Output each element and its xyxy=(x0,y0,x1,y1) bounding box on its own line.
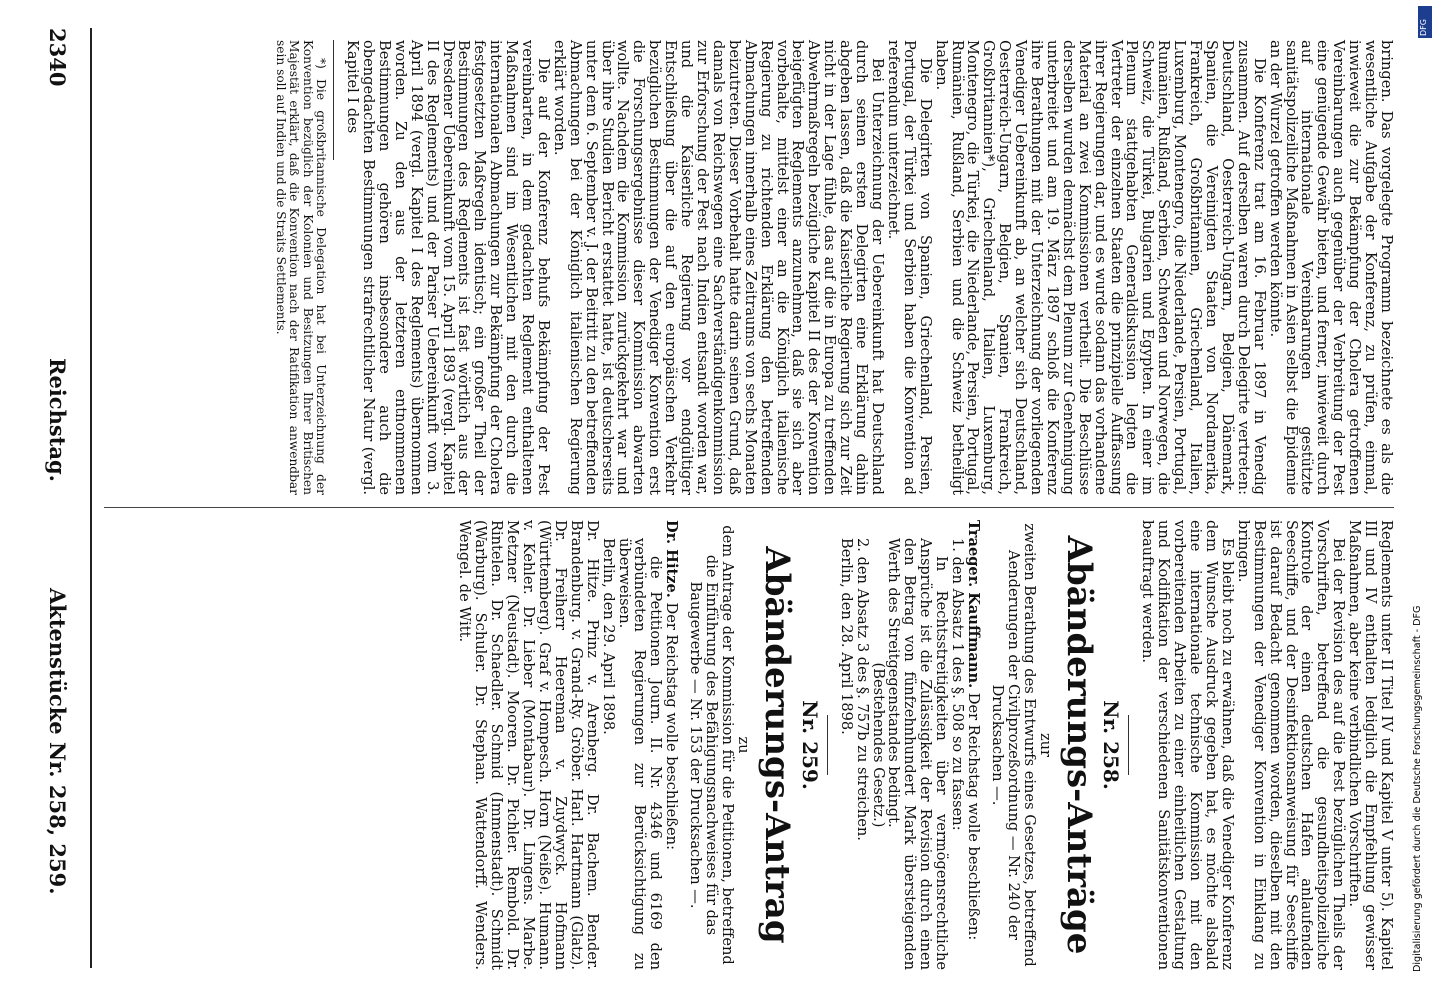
page-header xyxy=(40,28,70,958)
paragraph: Reglements unter II Titel IV und Kapitel V unter 5). Kapitel III und IV enthalten lediglich die Empfehlung gewisser Maßnahmen, aber keine verbindlichen Vorschriften. xyxy=(1346,520,1395,970)
doc-signatories: Dr. Hitze. Prinz v. Arenberg. Dr. Bachem. Bender. Brandenburg. v. Grand-Ry. Gröber. Harl. Hartmann (Glatz). Dr. Freiherr Heereman v. Zuydwyck. Hofmann (Württemberg). Graf v. Hompesch. Horn (Neiße). Humann. v. Kehler. Dr. Lieber (Montabaur). Dr. Lingens. Marbe. Metzner (Neustadt). Mooren. Dr. Pichler. Rembold. Dr. Rintelen. Dr. Schaedler. Schmid (Immenstadt). Schmidt (Warburg). Schuler. Dr. Stephan. Wattendorff. Wenders. Wengel. de Witt. xyxy=(456,520,601,970)
section-separator xyxy=(1129,715,1130,775)
column-divider xyxy=(104,507,1394,508)
doc-date: Berlin, den 28. April 1898. xyxy=(837,538,855,735)
header-rule xyxy=(90,28,92,968)
paragraph: Es bleibt noch zu erwähnen, daß die Venediger Konferenz dem Wunsche Ausdruck gegeben hat, es möchte alsbald eine internationale technische Kommission mit den vorbereitenden Arbeiten zu einer einheitlichen Gestaltung und Kodifikation der verschiedenen Sanitätskonventionen beauftragt werden. xyxy=(1139,520,1236,970)
column-left xyxy=(104,40,1394,495)
doc-zur: zur xyxy=(1036,732,1054,758)
digitization-credit xyxy=(1412,12,1428,972)
doc-zu: zu xyxy=(734,736,752,754)
doc-intro: Der Reichstag wolle beschließen: xyxy=(663,602,681,850)
doc-item-2: 2. den Absatz 3 des §. 757b zu streichen. xyxy=(853,538,871,841)
doc-number: Nr. 258. xyxy=(1099,700,1124,790)
paragraph: Die Delegirten von Spanien, Griechenland, Persien, Portugal, der Türkei und Serbien haben die Konvention ad referendum unterzeichnet. xyxy=(884,40,934,495)
doc-title: Abänderungs-Anträge xyxy=(1058,535,1099,955)
header-right: Aktenstücke Nr. 258, 259. xyxy=(45,588,70,895)
dfg-logo xyxy=(1418,6,1432,38)
document-258 xyxy=(837,520,1124,970)
doc-title: Abänderungs-Antrag xyxy=(756,546,797,944)
doc-subject: zweiten Berathung des Entwurfs eines Gesetzes, betreffend Aenderungen der Civilprozeßordnung — Nr. 240 der Drucksachen —. xyxy=(988,523,1038,967)
doc-subject: dem Antrage der Kommission für die Petitionen, betreffend die Einführung des Befähigungsnachweises für das Baugewerbe — Nr. 153 der Drucksachen —. xyxy=(687,525,736,965)
paragraph: Die Konferenz trat am 16. Februar 1897 in Venedig zusammen. Auf derselben waren durch Delegirte vertreten: Deutschland, Oesterreich-Ungarn, Belgien, Dänemark, Spanien, die Vereinigten Staaten von Nordamerika, Frankreich, Großbritannien, Griechenland, Italien, Luxemburg, Montenegro, die Niederlande, Persien, Portugal, Rumänien, Rußland, Serbien, Schweden und Norwegen, die Schweiz, die Türkei, Bulgarien und Egypten. In einer im Plenum stattgehabten Generaldiskussion legten die Vertreter der einzelnen Staaten die prinzipielle Auffassung ihrer Regierungen dar, und es wurde sodann das vorhandene Material an zwei Kommissionen vertheilt. Die Beschlüsse derselben wurden demnächst dem Plenum zur Genehmigung unterbreitet und am 19. März 1897 schloß die Konferenz ihre Berathungen mit der Unterzeichnung der vorliegenden Venediger Uebereinkunft ab, an welcher sich Deutschland, Oesterreich-Ungarn, Belgien, Spanien, Frankreich, Großbritannien*), Griechenland, Italien, Luxemburg, Montenegro, die Türkei, die Niederlande, Persien, Portugal, Rumänien, Rußland, Serbien und die Schweiz betheiligt haben. xyxy=(932,40,1268,495)
credit-text: Digitalisierung gefördert durch die Deutsche Forschungsgemeinschaft - DFG xyxy=(1412,605,1423,972)
page-number: 2340 xyxy=(45,28,70,87)
doc-text: die Petitionen Journ. II. Nr. 4346 und 6169 den verbündeten Regierungen zur Berücksichtigung zu überweisen. xyxy=(615,538,665,970)
dfg-logo-text: DFG xyxy=(1419,19,1428,36)
footnote: *) Die großbritannische Delegation hat bei Unterzeichnung der Konvention bezüglich der Kolonien und Besitzungen Ihrer Britischen Majestät erklärt, daß die Konvention nach der Ratifikation anwendbar sein soll auf Indien und die Straits Settlements. xyxy=(273,40,329,495)
doc-item-1-text: In Rechtsstreitigkeiten über vermögensrechtliche Ansprüche ist die Zulässigkeit der Revision durch einen den Betrag von fünfzehnhundert Mark übersteigenden Werth des Streitgegenstandes bedingt. xyxy=(885,538,951,970)
section-separator xyxy=(827,715,828,775)
paragraph: Die auf der Konferenz behufs Bekämpfung der Pest vereinbarten, in dem gedachten Reglement enthaltenen Maßnahmen sind im Wesentlichen mit den durch die internationalen Abmachungen zur Bekämpfung der Cholera festgesetzten Maßregeln identisch; ein großer Theil der Bestimmungen des Reglements ist fast wörtlich aus der Dresdener Uebereinkunft vom 15. April 1893 (vergl. Kapitel II des Reglements) und der Pariser Uebereinkunft vom 3. April 1894 (vergl. Kapitel I des Reglements) übernommen worden. Zu den aus der letzteren entnommenen Bestimmungen gehören insbesondere auch die obengedachten Bestimmungen strafrechtlicher Natur (vergl. Kapitel I des xyxy=(344,40,552,495)
doc-item-1: 1. den Absatz 1 des §. 508 so zu fassen: xyxy=(949,538,967,831)
paragraph: Bei der Revision des auf die Pest bezüglichen Theils der Vorschriften, betreffend die gesundheitspolizeiliche Kontrole der einen deutschen Hafen anlaufenden Seeschiffe, und der Desinfektionsanweisung für Seeschiffe ist darauf Bedacht genommen worden, dieselben mit den Bestimmungen der Venediger Konvention in Einklang zu bringen. xyxy=(1234,520,1348,970)
doc-date: Berlin, den 29. April 1898. xyxy=(599,538,617,735)
doc-mover: Dr. Hitze. xyxy=(663,520,681,598)
doc-number: Nr. 259. xyxy=(797,700,822,790)
doc-intro: Der Reichstag wolle beschließen: xyxy=(964,692,982,941)
doc-mover: Traeger. Kauffmann. xyxy=(964,520,982,689)
footnote-rule xyxy=(333,40,334,160)
document-259 xyxy=(456,520,822,970)
header-center: Reichstag. xyxy=(45,358,70,482)
paragraph: bringen. Das vorgelegte Programm bezeichnete es als die wesentliche Aufgabe der Konferenz, zu prüfen, einmal, inwieweit die zur Bekämpfung der Cholera getroffenen Vereinbarungen auch gegenüber der Verbreitung der Pest eine genügende Gewähr bieten, und ferner, inwieweit durch auf internationale Vereinbarungen gestützte sanitätspolizeiliche Maßnahmen in Asien selbst die Epidemie an der Wurzel getroffen werden könnte. xyxy=(1266,40,1395,495)
doc-item-1-note: (Bestehendes Gesetz.) xyxy=(869,662,887,828)
column-right xyxy=(104,520,1394,970)
paragraph: Bei Unterzeichnung der Uebereinkunft hat Deutschland durch seinen ersten Delegirten eine Erklärung dahin abgeben lassen, daß die Kaiserliche Regierung sich zur Zeit nicht in der Lage fühle, das auf die in Europa zu treffenden Abwehrmaßregeln bezügliche Kapitel II des der Konvention beigefügten Reglements anzunehmen, daß sie sich aber vorbehalte, mittelst einer an die Königlich italienische Regierung zu richtenden Erklärung den betreffenden Abmachungen innerhalb eines Zeitraums von sechs Monaten beizutreten. Dieser Vorbehalt hatte darin seinen Grund, daß damals von Reichswegen eine Sachverständigenkommission zur Erforschung der Pest nach Indien entsandt worden war, und die Kaiserliche Regierung vor endgültiger Entschließung über die auf den europäischen Verkehr bezüglichen Bestimmungen der Venediger Konvention erst die Forschungsergebnisse dieser Kommission abwarten wollte. Nachdem die Kommission zurückgekehrt war und über ihre Studien Bericht erstattet hatte, ist deutscherseits unter dem 6. September v. J. der Beitritt zu den betreffenden Abmachungen bei der Königlich italienischen Regierung erklärt worden. xyxy=(550,40,886,495)
